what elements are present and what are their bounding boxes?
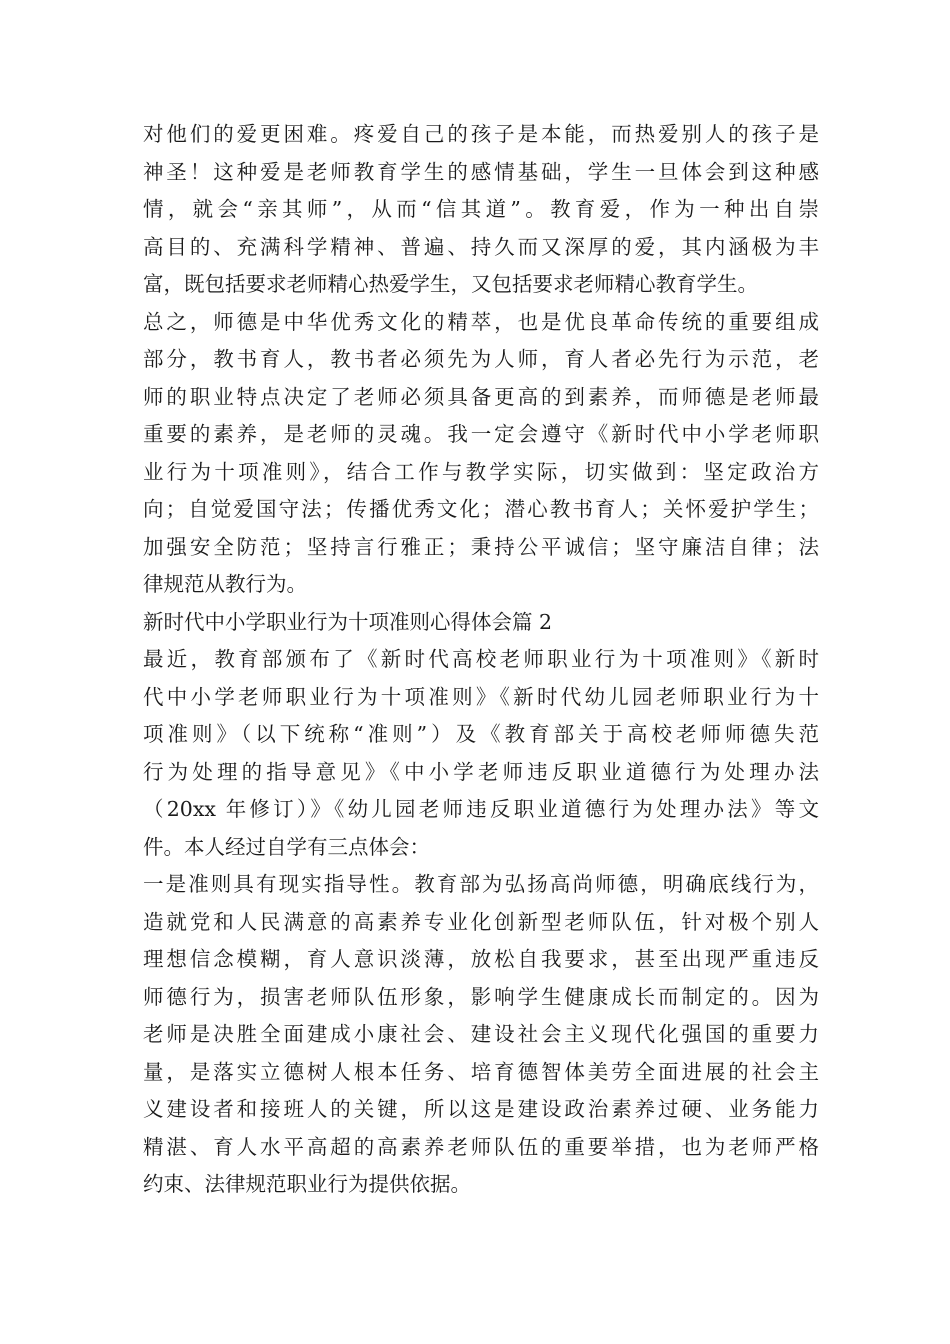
text-line: 总之，师德是中华优秀文化的精萃，也是优良革命传统的重要组成 — [143, 309, 819, 334]
text-line: 量，是落实立德树人根本任务、培育德智体美劳全面进展的社会主 — [143, 1059, 819, 1084]
text-line: 项准则》（以下统称“准则”）及《教育部关于高校老师师德失范 — [143, 722, 819, 746]
text-line: 情，就会“亲其师”，从而“信其道”。教育爱，作为一种出自崇 — [143, 197, 819, 221]
text-line: 约束、法律规范职业行为提供依据。 — [143, 1172, 471, 1196]
text-line: 对他们的爱更困难。疼爱自己的孩子是本能，而热爱别人的孩子是 — [143, 122, 819, 146]
paragraph-recent-rules — [143, 641, 819, 866]
text-line: 部分，教书育人，教书者必须先为人师，育人者必先行为示范，老 — [143, 347, 819, 371]
text-line: 师德行为，损害老师队伍形象，影响学生健康成长而制定的。因为 — [143, 984, 819, 1009]
text-line: 一是准则具有现实指导性。教育部为弘扬高尚师德，明确底线行为， — [143, 872, 819, 896]
text-line: 神圣！这种爱是老师教育学生的感情基础，学生一旦体会到这种感 — [143, 159, 819, 184]
text-line: 件。本人经过自学有三点体会： — [143, 834, 430, 859]
text-line: 律规范从教行为。 — [143, 572, 307, 596]
text-line: 代中小学老师职业行为十项准则》《新时代幼儿园老师职业行为十 — [143, 684, 819, 709]
paragraph-continued-love — [143, 116, 819, 304]
text-line: 师的职业特点决定了老师必须具备更高的到素养，而师德是老师最 — [143, 384, 819, 409]
text-line: 最近，教育部颁布了《新时代高校老师职业行为十项准则》《新时 — [143, 647, 819, 671]
text-line: 行为处理的指导意见》《中小学老师违反职业道德行为处理办法 — [143, 759, 819, 784]
text-line: （20xx 年修订）》《幼儿园老师违反职业道德行为处理办法》等文 — [143, 797, 819, 821]
heading-text: 新时代中小学职业行为十项准则心得体会篇 2 — [143, 609, 553, 634]
text-line: 理想信念模糊，育人意识淡薄，放松自我要求，甚至出现严重违反 — [143, 947, 819, 971]
text-line: 高目的、充满科学精神、普遍、持久而又深厚的爱，其内涵极为丰 — [143, 234, 819, 259]
paragraph-summary — [143, 304, 819, 604]
text-line: 义建设者和接班人的关键，所以这是建设政治素养过硬、业务能力 — [143, 1097, 819, 1121]
text-line: 向；自觉爱国守法；传播优秀文化；潜心教书育人；关怀爱护学生； — [143, 497, 819, 521]
text-line: 造就党和人民满意的高素养专业化创新型老师队伍，针对极个别人 — [143, 909, 819, 934]
section-heading — [143, 604, 819, 642]
text-line: 富，既包括要求老师精心热爱学生，又包括要求老师精心教育学生。 — [143, 272, 758, 296]
document-page — [143, 116, 819, 1204]
text-line: 重要的素养，是老师的灵魂。我一定会遵守《新时代中小学老师职 — [143, 422, 819, 446]
paragraph-guidance — [143, 866, 819, 1204]
text-line: 业行为十项准则》，结合工作与教学实际，切实做到：坚定政治方 — [143, 459, 819, 484]
text-line: 加强安全防范；坚持言行雅正；秉持公平诚信；坚守廉洁自律；法 — [143, 534, 819, 559]
text-line: 精湛、育人水平高超的高素养老师队伍的重要举措，也为老师严格 — [143, 1134, 819, 1159]
text-line: 老师是决胜全面建成小康社会、建设社会主义现代化强国的重要力 — [143, 1022, 819, 1046]
